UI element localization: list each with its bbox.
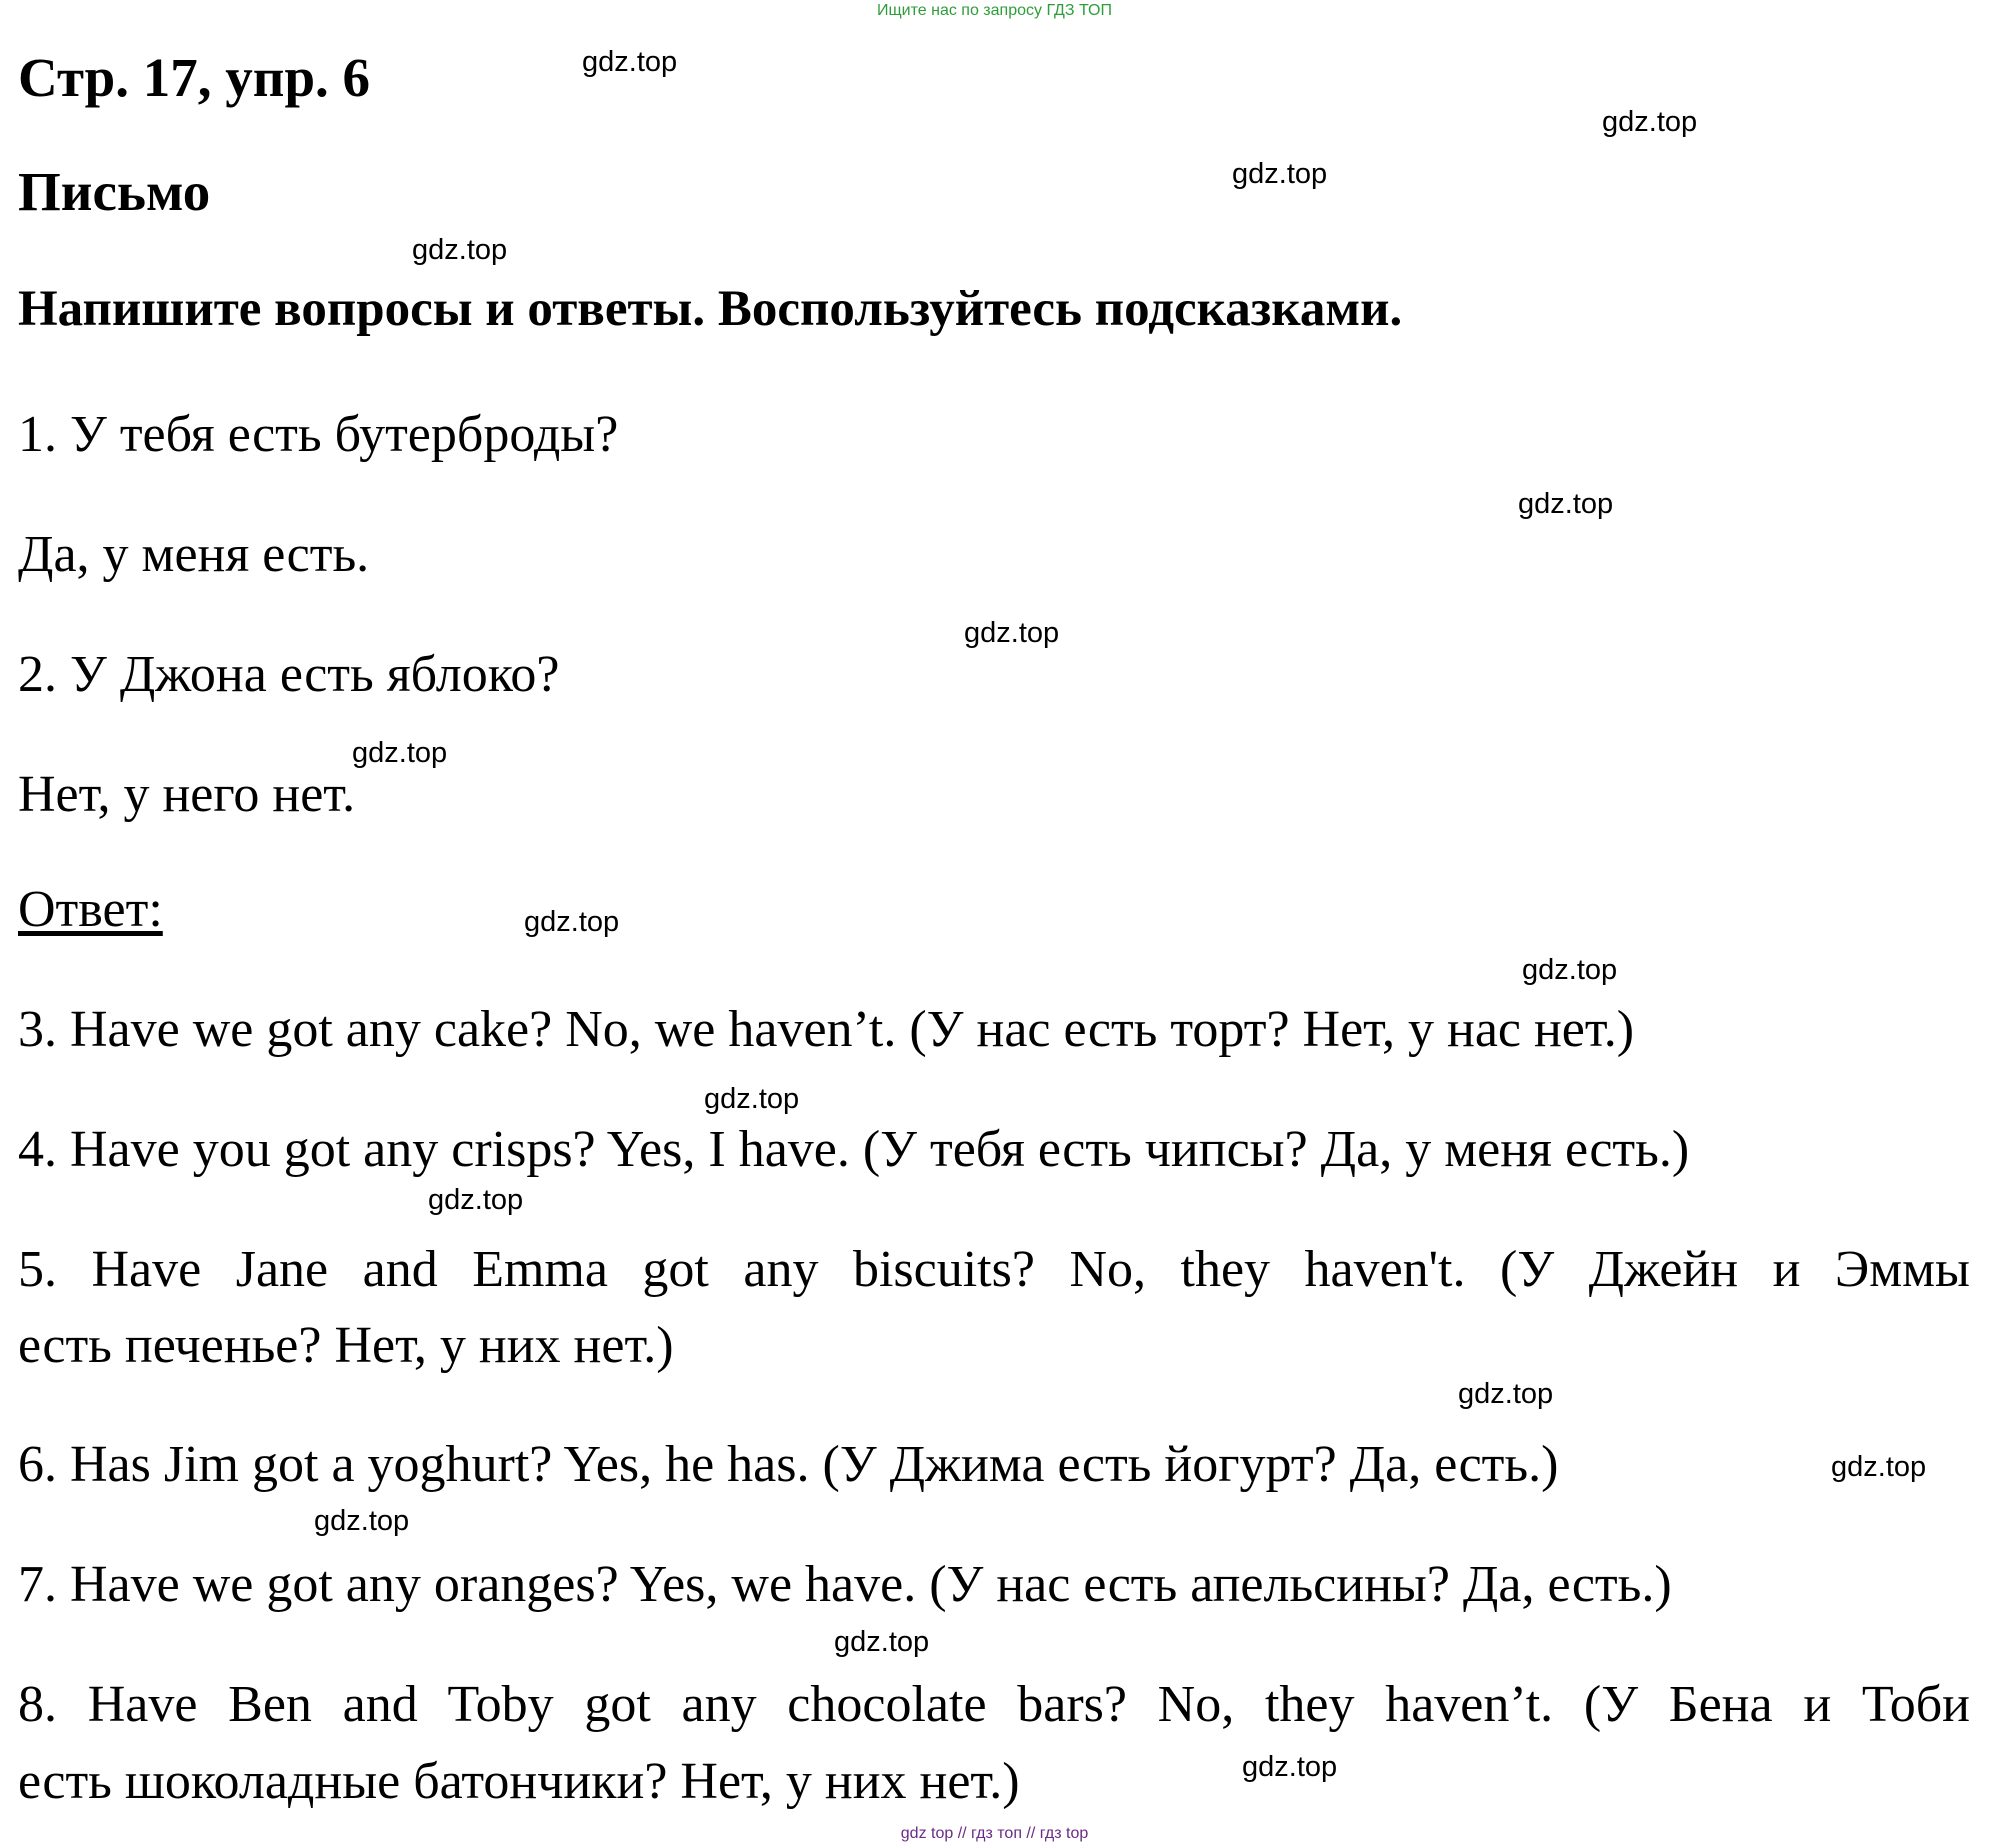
watermark: gdz.top: [582, 46, 678, 78]
answer-3: 3. Have we got any cake? No, we haven’t. (У нас есть торт? Нет, у нас нет.): [18, 1001, 1635, 1058]
watermark: gdz.top: [1518, 488, 1614, 520]
watermark: gdz.top: [834, 1626, 930, 1658]
watermark: gdz.top: [412, 234, 508, 266]
watermark: gdz.top: [428, 1184, 524, 1216]
answer-8-line-1: 8. Have Ben and Toby got any chocolate bars? No, they haven’t. (У Бена и Тоби: [18, 1676, 1970, 1733]
watermark: gdz.top: [1602, 106, 1698, 138]
answer-5-line-1: 5. Have Jane and Emma got any biscuits? No, they haven't. (У Джейн и Эммы: [18, 1241, 1970, 1298]
watermark: gdz.top: [964, 617, 1060, 649]
prompt-answer-2: Нет, у него нет.: [18, 766, 356, 823]
watermark: gdz.top: [524, 906, 620, 938]
page-title: Стр. 17, упр. 6: [18, 47, 371, 108]
watermark: gdz.top: [1458, 1378, 1554, 1410]
watermark: gdz.top: [352, 737, 448, 769]
watermark: gdz.top: [1831, 1451, 1927, 1483]
bottom-banner: gdz top // гдз топ // гдз top: [900, 1825, 1089, 1842]
answer-7: 7. Have we got any oranges? Yes, we have. (У нас есть апельсины? Да, есть.): [18, 1556, 1672, 1613]
exercise-instruction: Напишите вопросы и ответы. Воспользуйтесь подсказками.: [18, 281, 1403, 337]
prompt-answer-1: Да, у меня есть.: [18, 526, 370, 583]
answer-8-line-2: есть шоколадные батончики? Нет, у них нет.): [18, 1753, 1020, 1810]
watermark: gdz.top: [704, 1083, 800, 1115]
section-heading: Письмо: [18, 161, 211, 222]
prompt-question-1: 1. У тебя есть бутерброды?: [18, 406, 619, 463]
watermark: gdz.top: [1232, 158, 1328, 190]
top-banner: Ищите нас по запросу ГДЗ ТОП: [877, 2, 1112, 19]
answer-4: 4. Have you got any crisps? Yes, I have. (У тебя есть чипсы? Да, у меня есть.): [18, 1121, 1690, 1178]
watermark: gdz.top: [1522, 954, 1618, 986]
answer-5-line-2: есть печенье? Нет, у них нет.): [18, 1317, 674, 1374]
watermark: gdz.top: [1242, 1751, 1338, 1783]
answer-label: Ответ:: [18, 881, 163, 938]
prompt-question-2: 2. У Джона есть яблоко?: [18, 646, 560, 703]
watermark: gdz.top: [314, 1505, 410, 1537]
answer-6: 6. Has Jim got a yoghurt? Yes, he has. (У Джима есть йогурт? Да, есть.): [18, 1436, 1559, 1493]
